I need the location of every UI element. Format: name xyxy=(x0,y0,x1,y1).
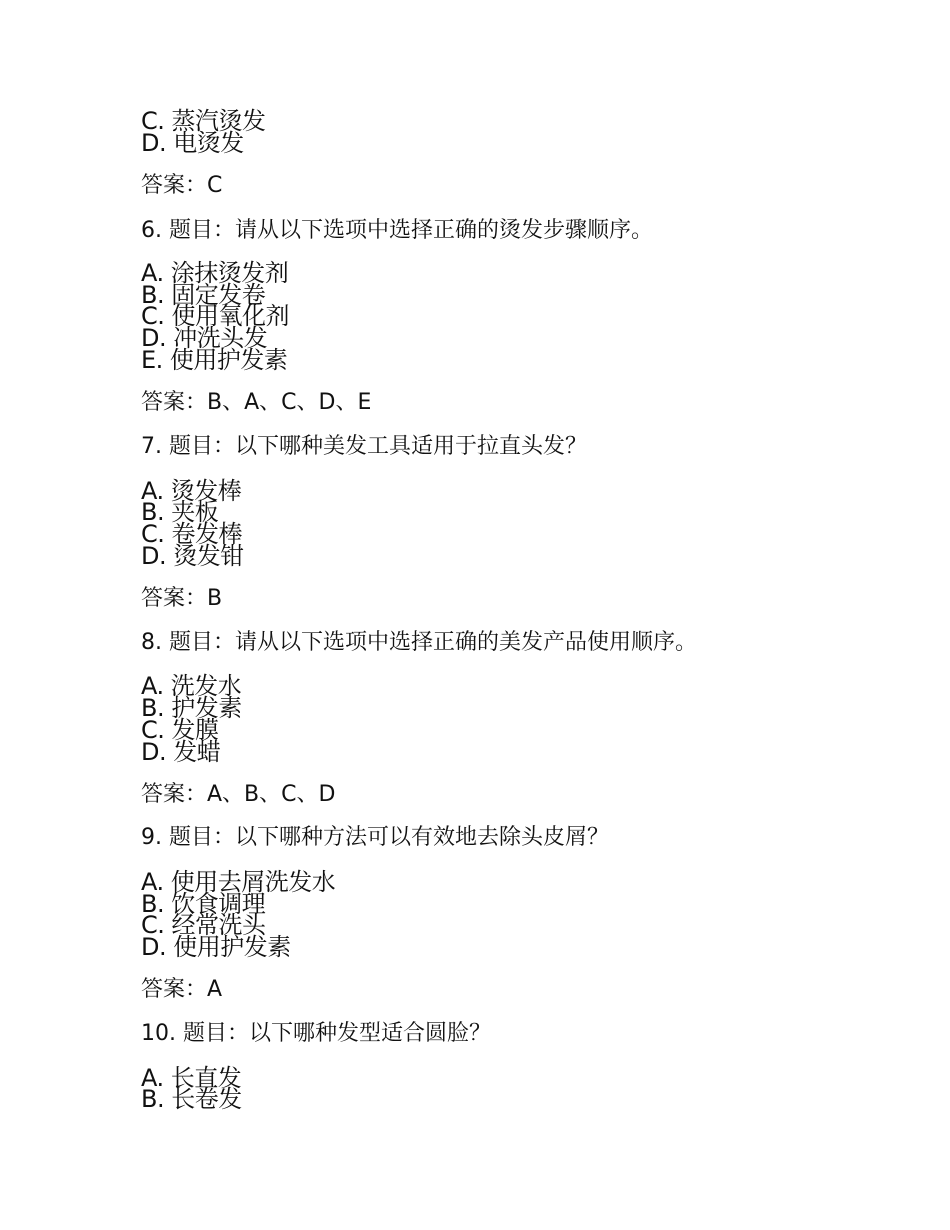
q7-option-a: A. 烫发棒 xyxy=(141,477,242,505)
q7-answer: 答案：B xyxy=(141,586,223,611)
q8-option-a: A. 洗发水 xyxy=(141,672,242,700)
answer-line: 答案：C xyxy=(141,173,223,198)
q6-answer: 答案：B、A、C、D、E xyxy=(141,390,372,415)
q9-option-c: C. 经常洗头 xyxy=(141,911,266,939)
q10-option-b: B. 长卷发 xyxy=(141,1085,242,1113)
q10-option-a: A. 长直发 xyxy=(141,1064,242,1092)
q9-answer: 答案：A xyxy=(141,977,223,1002)
q6-option-e: E. 使用护发素 xyxy=(141,346,288,374)
option-c: C. 蒸汽烫发 xyxy=(141,107,266,135)
q6-option-d: D. 冲洗头发 xyxy=(141,324,268,352)
question-6: 6. 题目：请从以下选项中选择正确的烫发步骤顺序。 xyxy=(141,218,653,243)
option-d: D. 电烫发 xyxy=(141,129,244,157)
q8-option-b: B. 护发素 xyxy=(141,694,242,722)
q6-option-c: C. 使用氧化剂 xyxy=(141,302,290,330)
q8-option-d: D. 发蜡 xyxy=(141,738,221,766)
q8-answer: 答案：A、B、C、D xyxy=(141,782,336,807)
q7-option-c: C. 卷发棒 xyxy=(141,520,243,548)
q9-option-d: D. 使用护发素 xyxy=(141,933,291,961)
question-10: 10. 题目：以下哪种发型适合圆脸？ xyxy=(141,1021,491,1046)
q7-option-d: D. 烫发钳 xyxy=(141,542,244,570)
q7-option-b: B. 夹板 xyxy=(141,498,219,526)
q6-option-a: A. 涂抹烫发剂 xyxy=(141,259,289,287)
question-8: 8. 题目：请从以下选项中选择正确的美发产品使用顺序。 xyxy=(141,630,697,655)
question-7: 7. 题目：以下哪种美发工具适用于拉直头发？ xyxy=(141,434,587,459)
q6-option-b: B. 固定发卷 xyxy=(141,281,266,309)
q9-option-a: A. 使用去屑洗发水 xyxy=(141,868,336,896)
question-9: 9. 题目：以下哪种方法可以有效地去除头皮屑？ xyxy=(141,825,609,850)
q9-option-b: B. 饮食调理 xyxy=(141,890,266,918)
q8-option-c: C. 发膜 xyxy=(141,716,219,744)
